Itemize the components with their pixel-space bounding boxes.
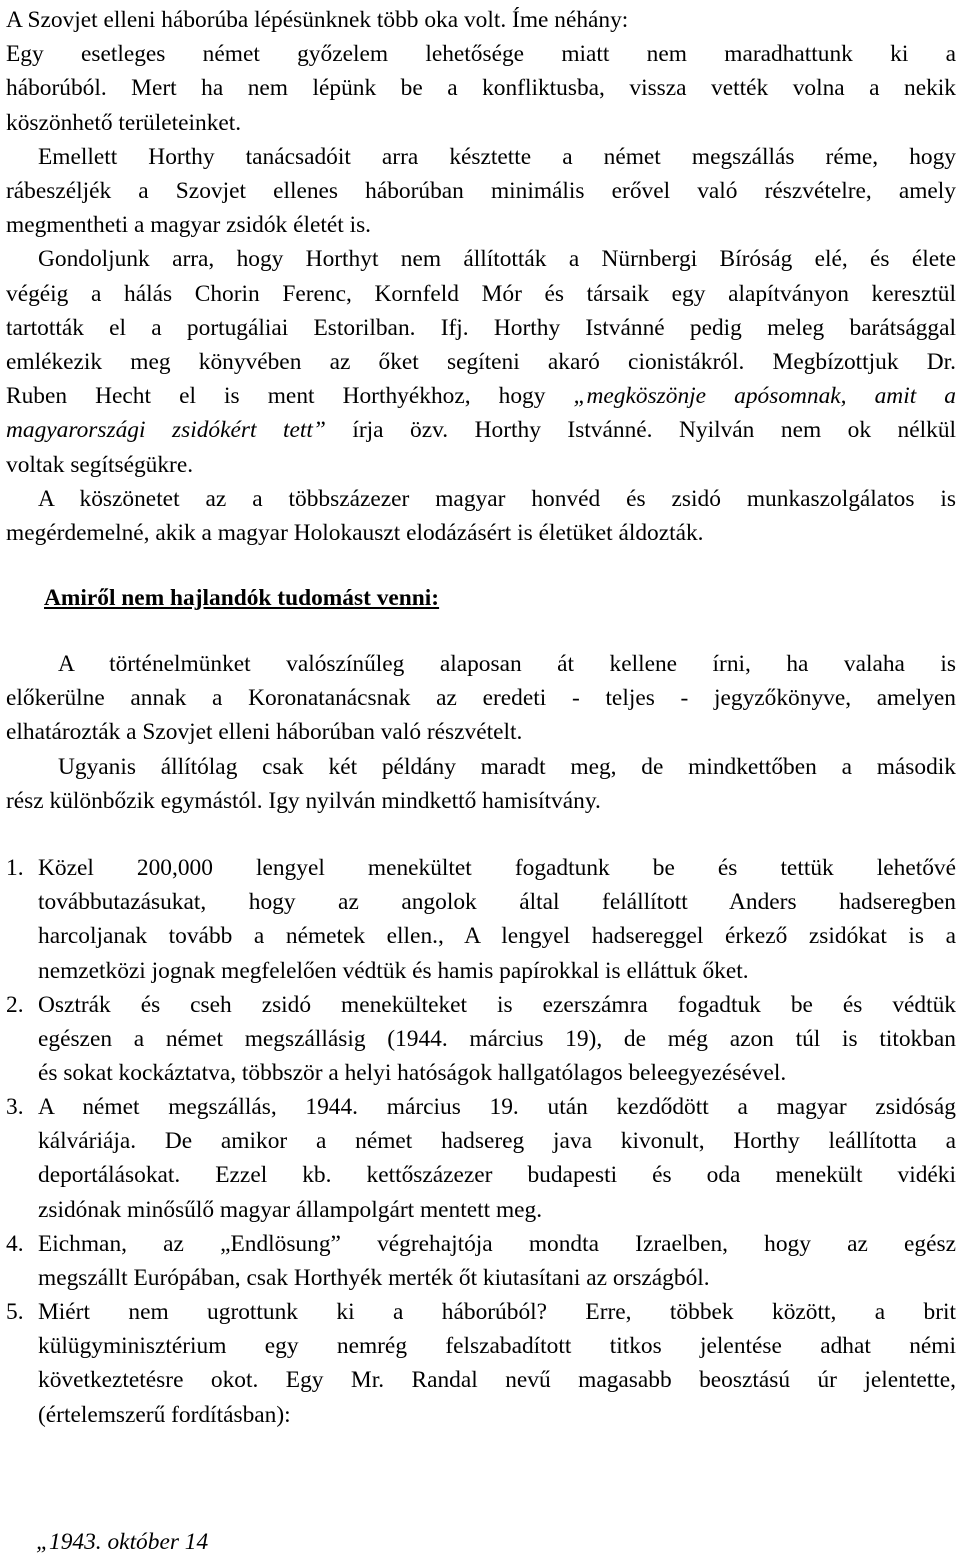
letter-date: „1943. október 14 <box>36 1529 209 1555</box>
list-line: következtetésre okot. Egy Mr. Randal nevű magasabb beosztású úr jelentette, <box>38 1367 956 1394</box>
section-line: rész különbőzik egymástól. Igy nyilván mindkettő hamisítvány. <box>6 787 601 814</box>
intro-line: voltak segítségükre. <box>6 451 194 478</box>
list-line: továbbutazásukat, hogy az angolok által felállított Anders hadseregben <box>38 889 956 916</box>
list-line: A német megszállás, 1944. március 19. után kezdődött a magyar zsidóság <box>38 1094 956 1120</box>
intro-line <box>6 413 956 447</box>
intro-line <box>6 379 956 413</box>
list-line: Eichman, az „Endlösung” végrehajtója mondta Izraelben, hogy az egész <box>38 1231 956 1257</box>
intro-line: tartották el a portugáliai Estorilban. Ifj. Horthy Istvánné pedig meleg barátsággal <box>6 314 956 341</box>
intro-line: emlékezik meg könyvében az őket segíteni akaró cionistákról. Megbízottjuk Dr. <box>6 349 956 376</box>
list-line: egészen a német megszállásig (1944. március 19), de még azon túl is titokban <box>38 1026 956 1053</box>
list-body <box>38 1227 956 1295</box>
list-number: 5. <box>6 1299 24 1325</box>
intro-line: megmentheti a magyar zsidók életét is. <box>6 212 372 239</box>
quote-text: magyarországi zsidókért tett” <box>6 417 326 444</box>
list-line: és sokat kockáztatva, többször a helyi hatóságok hallgatólagos beleegyezésével. <box>38 1060 787 1087</box>
intro-text: Ruben Hecht el is ment Horthyékhoz, hogy <box>6 383 574 410</box>
intro-line: Gondoljunk arra, hogy Horthyt nem állították a Nürnbergi Bíróság elé, és élete <box>38 246 956 273</box>
list-number: 3. <box>6 1094 24 1120</box>
list-body <box>38 1295 956 1432</box>
list-line: külügyminisztérium egy nemrég felszabadított titkos jelentése adhat némi <box>38 1333 956 1360</box>
list-body <box>38 1090 956 1227</box>
list-number: 1. <box>6 855 24 881</box>
intro-line: A köszönetet az a többszázezer magyar honvéd és zsidó munkaszolgálatos is <box>38 485 956 512</box>
history-section <box>6 647 956 818</box>
intro-line: Egy esetleges német győzelem lehetősége miatt nem maradhattunk ki a <box>6 41 956 68</box>
list-line: Miért nem ugrottunk ki a háborúból? Erre, többek között, a brit <box>38 1299 956 1325</box>
list-line: zsidónak minősűlő magyar állampolgárt mentett meg. <box>38 1196 543 1223</box>
intro-line: háborúból. Mert ha nem lépünk be a konfliktusba, vissza vették volna a nekik <box>6 75 956 102</box>
intro-line: végéig a hálás Chorin Ferenc, Kornfeld Mór és társaik egy alapítványon keresztül <box>6 280 956 307</box>
list-line: kálváriája. De amikor a német hadsereg java kivonult, Horthy leállította a <box>38 1128 956 1155</box>
section-line: elhatározták a Szovjet elleni háborúban való részvételt. <box>6 719 523 746</box>
list-line: harcoljanak tovább a németek ellen., A lengyel hadsereggel érkező zsidókat is a <box>38 923 956 950</box>
list-number: 4. <box>6 1231 24 1257</box>
intro-line: A Szovjet elleni háborúba lépésünknek több oka volt. Íme néhány: <box>6 7 629 33</box>
list-line: (értelemszerű fordításban): <box>38 1401 291 1428</box>
intro-line: köszönhető területeinket. <box>6 109 242 136</box>
list-line: Osztrák és cseh zsidó menekülteket is ezerszámra fogadtuk be és védtük <box>38 992 956 1018</box>
intro-line: megérdemelné, akik a magyar Holokauszt elodázásért is életüket áldozták. <box>6 520 704 547</box>
list-line: megszállt Európában, csak Horthyék merték őt kiutasítani az országból. <box>38 1265 710 1292</box>
intro-section <box>6 3 956 550</box>
intro-line: Emellett Horthy tanácsadóit arra késztette a német megszállás réme, hogy <box>38 143 956 170</box>
section-line: A történelmünket valószínűleg alaposan át kellene írni, ha valaha is <box>58 651 956 677</box>
list-body <box>38 851 956 988</box>
intro-line: rábeszéljék a Szovjet ellenes háborúban minimális erővel való részvételre, amely <box>6 178 956 205</box>
list-body <box>38 988 956 1091</box>
section-line: előkerülne annak a Koronatanácsnak az eredeti - teljes - jegyzőkönyve, amelyen <box>6 685 956 712</box>
intro-text: írja özv. Horthy Istvánné. Nyilván nem ok nélkül <box>325 417 956 444</box>
quote-text: „megköszönje apósomnak, amit a <box>573 383 956 410</box>
list-line: nemzetközi jognak megfelelően védtük és hamis papírokkal is elláttuk őket. <box>38 957 749 984</box>
section-heading: Amiről nem hajlandók tudomást venni: <box>44 585 440 611</box>
section-line: Ugyanis állítólag csak két példány maradt meg, de mindkettőben a második <box>58 753 956 780</box>
list-line: deportálásokat. Ezzel kb. kettőszázezer budapesti és oda menekült vidéki <box>38 1162 956 1189</box>
list-number: 2. <box>6 992 24 1018</box>
list-line: Közel 200,000 lengyel menekültet fogadtunk be és tettük lehetővé <box>38 855 956 881</box>
